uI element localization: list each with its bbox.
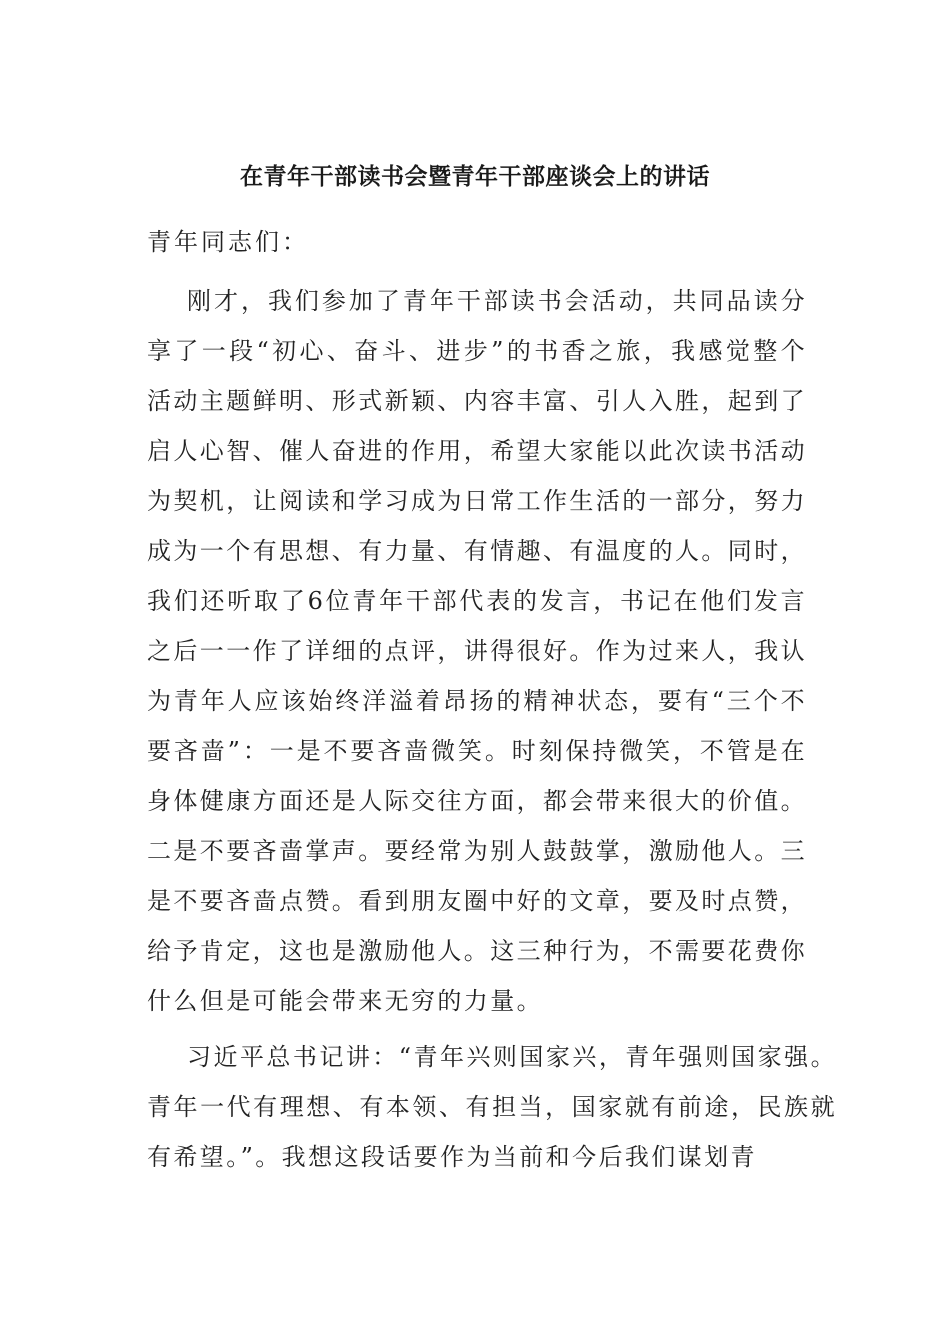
paragraph-1: 刚才，我们参加了青年干部读书会活动，共同品读分享了一段“初心、奋斗、进步”的书香之旅，我感觉整个活动主题鲜明、形式新颖、内容丰富、引人入胜，起到了启人心智、催人奋进的作用，希望大家能以此次读书活动为契机，让阅读和学习成为日常工作生活的一部分，努力成为一个有思想、有力量、有情趣、有温度的人。同时，我们还听取了6位青年干部代表的发言，书记在他们发言之后一一作了详细的点评，讲得很好。作为过来人，我认为青年人应该始终洋溢着昂扬的精神状态，要有“三个不要吝啬”：一是不要吝啬微笑。时刻保持微笑，不管是在身体健康方面还是人际交往方面，都会带来很大的价值。二是不要吝啬掌声。要经常为别人鼓鼓掌，激励他人。三是不要吝啬点赞。看到朋友圈中好的文章，要及时点赞，给予肯定，这也是激励他人。这三种行为，不需要花费你什么但是可能会带来无穷的力量。 xyxy=(147,287,807,1015)
document-title: 在青年干部读书会暨青年干部座谈会上的讲话 xyxy=(240,164,710,190)
salutation: 青年同志们： xyxy=(147,228,309,256)
paragraph-2: 习近平总书记讲：“青年兴则国家兴，青年强则国家强。青年一代有理想、有本领、有担当，国家就有前途，民族就有希望。”。我想这段话要作为当前和今后我们谋划青 xyxy=(147,1043,837,1171)
